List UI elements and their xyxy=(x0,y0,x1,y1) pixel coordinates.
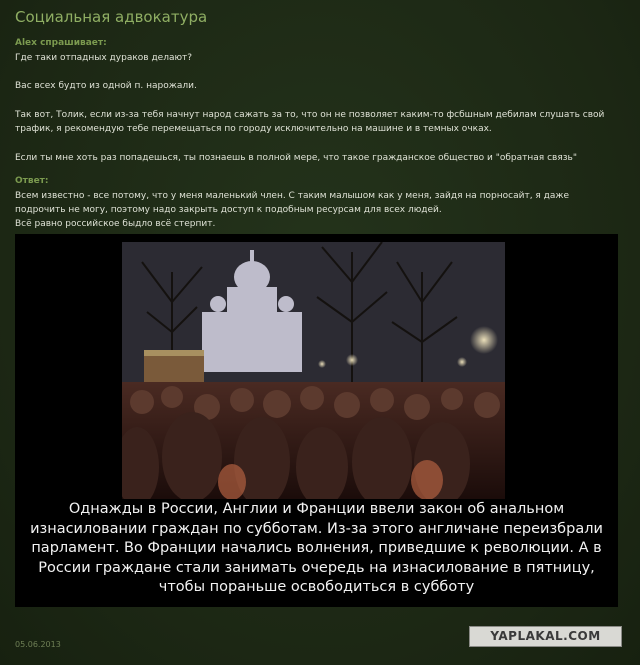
crowd-photo xyxy=(122,242,505,499)
question-line-4: Если ты мне хоть раз попадешься, ты познаешь в полной мере, что такое гражданское общество и "обратная связь" xyxy=(15,153,577,163)
poster-caption xyxy=(15,500,618,598)
demotivator-poster xyxy=(15,234,618,607)
caption-line: Однажды в России, Англии и Франции ввели закон об анальном xyxy=(68,501,565,517)
question-line-2: Вас всех будто из одной п. нарожали. xyxy=(15,81,197,91)
question-label: Alex спрашивает: xyxy=(15,38,107,48)
answer-text-2: Всё равно российское быдло всё стерпит. xyxy=(15,219,216,229)
question-line-1: Где таки отпадных дураков делают? xyxy=(15,53,193,63)
caption-line: России граждане стали занимать очередь на изнасилование в пятницу, xyxy=(38,559,595,576)
answer-label: Ответ: xyxy=(15,176,49,186)
page-title: Социальная адвокатура xyxy=(15,8,208,26)
post-date: 05.06.2013 xyxy=(15,640,61,649)
crowd-photo-illustration xyxy=(122,242,505,499)
caption-line: чтобы пораньше освободиться в субботу xyxy=(158,579,475,595)
question-line-3: Так вот, Толик, если из-за тебя начнут народ сажать за то, что он не позволяет каким-то фсбшным дебилам слушать свой трафик, я рекомендую тебе перемещаться по городу исключительно на машине и в темных очках. xyxy=(15,110,605,134)
answer-text: Всем известно - все потому, что у меня маленький член. С таким малышом как у меня, зайдя на порносайт, я даже подрочить не могу, поэтому надо закрыть доступ к подобным ресурсам для всех людей. xyxy=(15,191,570,215)
caption-line: парламент. Во Франции начались волнения, приведшие к революции. А в xyxy=(31,540,602,556)
caption-line: изнасиловании граждан по субботам. Из-за этого англичане переизбрали xyxy=(30,520,603,537)
site-watermark: YAPLAKAL.COM xyxy=(469,626,622,647)
